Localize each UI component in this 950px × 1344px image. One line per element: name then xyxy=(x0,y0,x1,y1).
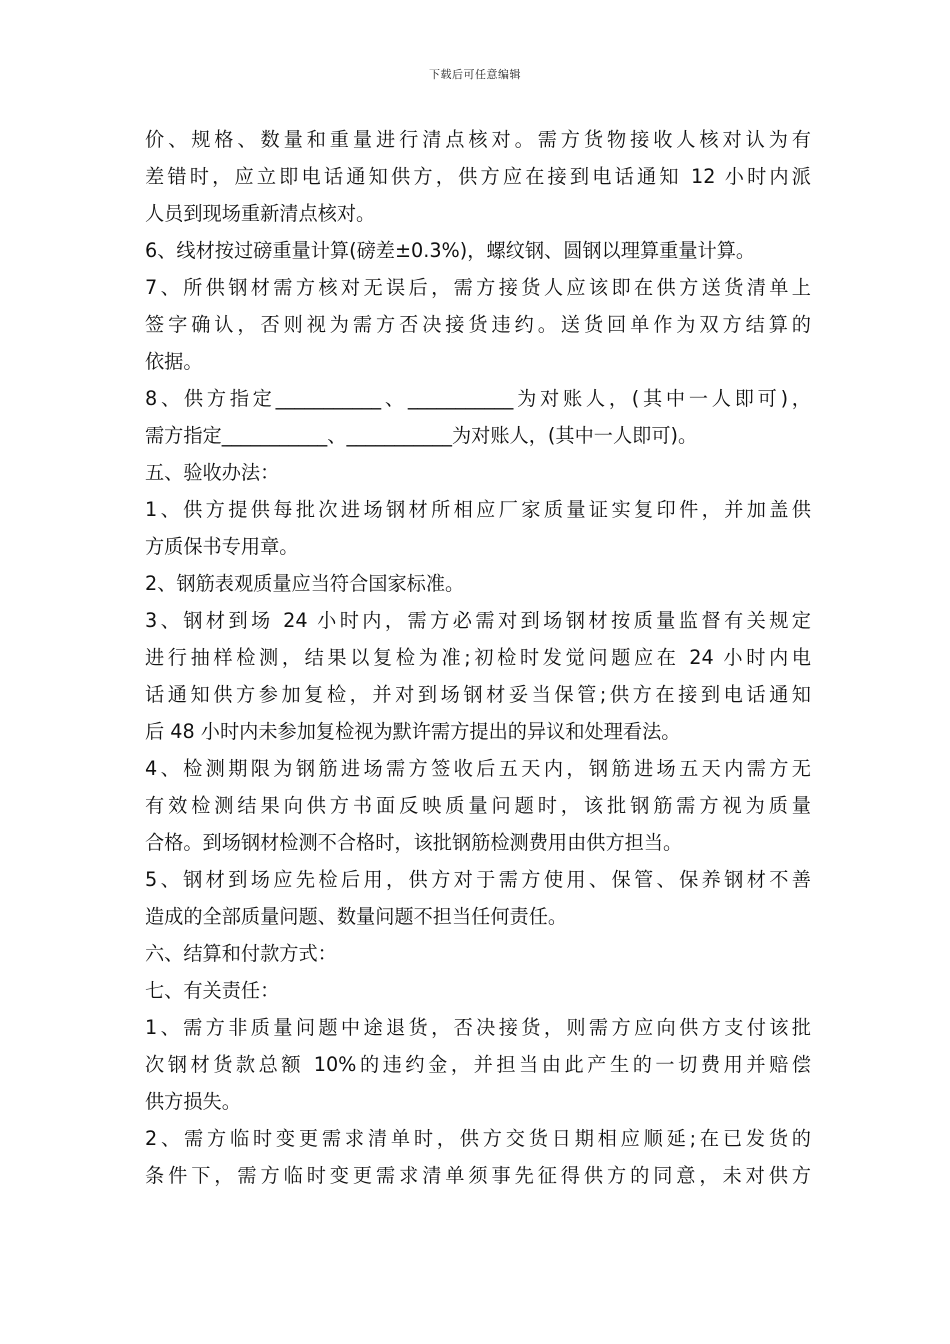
text-line: 有效检测结果向供方书面反映质量问题时，该批钢筋需方视为质量 xyxy=(145,794,811,817)
text-line: 2、钢筋表观质量应当符合国家标准。 xyxy=(145,572,465,595)
text-line: 七、有关责任： xyxy=(145,979,280,1002)
text-line: 条件下，需方临时变更需求清单须事先征得供方的同意，未对供方 xyxy=(145,1164,811,1187)
text-line: 供方损失。 xyxy=(145,1090,241,1113)
text-line: 次钢材货款总额 10%的违约金，并担当由此产生的一切费用并赔偿 xyxy=(145,1053,811,1076)
page-header: 下载后可任意编辑 xyxy=(429,68,521,81)
text-line: 4、检测期限为钢筋进场需方签收后五天内，钢筋进场五天内需方无 xyxy=(145,757,811,780)
text-line: 5、钢材到场应先检后用，供方对于需方使用、保管、保养钢材不善 xyxy=(145,868,811,891)
text-line: 依据。 xyxy=(145,350,203,373)
text-line: 差错时，应立即电话通知供方，供方应在接到电话通知 12 小时内派 xyxy=(145,165,811,188)
text-line: 6、线材按过磅重量计算(磅差±0.3%)，螺纹钢、圆钢以理算重量计算。 xyxy=(145,239,756,262)
text-line: 需方指定___________、___________为对账人，(其中一人即可)。 xyxy=(145,424,698,447)
text-line: 进行抽样检测，结果以复检为准;初检时发觉问题应在 24 小时内电 xyxy=(145,646,811,669)
text-line: 1、供方提供每批次进场钢材所相应厂家质量证实复印件，并加盖供 xyxy=(145,498,811,521)
text-line: 7、所供钢材需方核对无误后，需方接货人应该即在供方送货清单上 xyxy=(145,276,811,299)
text-line: 五、验收办法： xyxy=(145,461,280,484)
text-line: 1、需方非质量问题中途退货，否决接货，则需方应向供方支付该批 xyxy=(145,1016,811,1039)
text-line: 3、钢材到场 24 小时内，需方必需对到场钢材按质量监督有关规定 xyxy=(145,609,811,632)
document-body xyxy=(145,121,811,1194)
text-line: 8、供方指定___________、___________为对账人，(其中一人即可)， xyxy=(145,387,811,410)
text-line: 方质保书专用章。 xyxy=(145,535,299,558)
text-line: 造成的全部质量问题、数量问题不担当任何责任。 xyxy=(145,905,568,928)
text-line: 六、结算和付款方式： xyxy=(145,942,337,965)
text-line: 人员到现场重新清点核对。 xyxy=(145,202,376,225)
text-line: 价、规格、数量和重量进行清点核对。需方货物接收人核对认为有 xyxy=(145,128,811,151)
text-line: 后 48 小时内未参加复检视为默许需方提出的异议和处理看法。 xyxy=(145,720,681,743)
text-line: 话通知供方参加复检，并对到场钢材妥当保管;供方在接到电话通知 xyxy=(145,683,811,706)
text-line: 签字确认，否则视为需方否决接货违约。送货回单作为双方结算的 xyxy=(145,313,811,336)
text-line: 合格。到场钢材检测不合格时，该批钢筋检测费用由供方担当。 xyxy=(145,831,683,854)
text-line: 2、需方临时变更需求清单时，供方交货日期相应顺延;在已发货的 xyxy=(145,1127,811,1150)
